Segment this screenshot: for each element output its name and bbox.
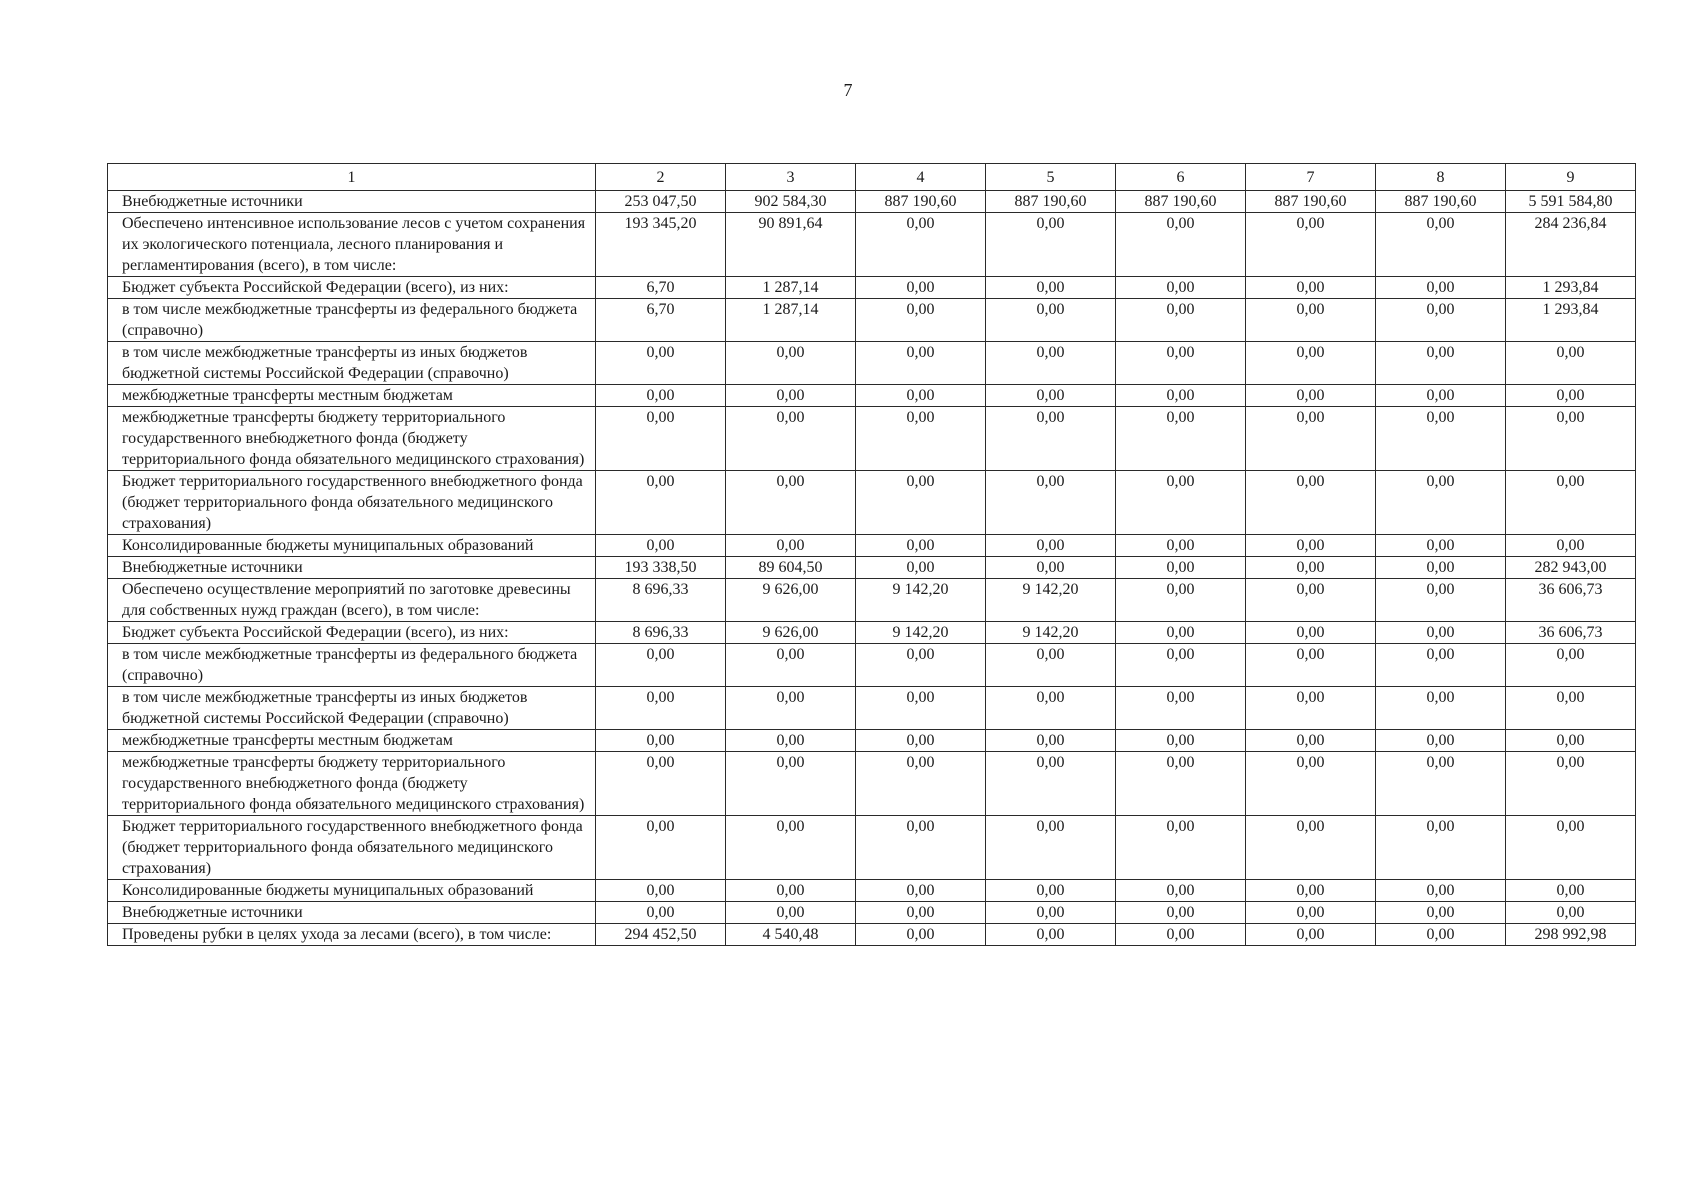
column-number-header: 3 — [726, 164, 856, 191]
value-cell: 5 591 584,80 — [1506, 191, 1636, 213]
value-cell: 0,00 — [1246, 687, 1376, 730]
row-label: межбюджетные трансферты бюджету территориального государственного внебюджетного фонда (бюджету территориального фонда обязательного медицинского страхования) — [108, 752, 596, 816]
value-cell: 0,00 — [1246, 902, 1376, 924]
value-cell: 0,00 — [856, 644, 986, 687]
row-label: в том числе межбюджетные трансферты из иных бюджетов бюджетной системы Российской Федерации (справочно) — [108, 342, 596, 385]
table-row — [108, 687, 1636, 730]
column-number-header: 4 — [856, 164, 986, 191]
table-row — [108, 557, 1636, 579]
value-cell: 0,00 — [726, 407, 856, 471]
value-cell: 193 338,50 — [596, 557, 726, 579]
value-cell: 0,00 — [1246, 407, 1376, 471]
value-cell: 0,00 — [596, 385, 726, 407]
value-cell: 6,70 — [596, 277, 726, 299]
value-cell: 0,00 — [1506, 471, 1636, 535]
row-label: Консолидированные бюджеты муниципальных образований — [108, 535, 596, 557]
value-cell: 0,00 — [1506, 687, 1636, 730]
value-cell: 0,00 — [1246, 816, 1376, 880]
value-cell: 0,00 — [1506, 535, 1636, 557]
value-cell: 90 891,64 — [726, 213, 856, 277]
value-cell: 0,00 — [1506, 752, 1636, 816]
column-number-header: 6 — [1116, 164, 1246, 191]
value-cell: 0,00 — [726, 687, 856, 730]
value-cell: 0,00 — [856, 730, 986, 752]
table-row — [108, 535, 1636, 557]
value-cell: 0,00 — [1246, 213, 1376, 277]
value-cell: 8 696,33 — [596, 622, 726, 644]
value-cell: 0,00 — [1116, 752, 1246, 816]
table-row — [108, 730, 1636, 752]
value-cell: 9 626,00 — [726, 579, 856, 622]
value-cell: 0,00 — [986, 299, 1116, 342]
value-cell: 0,00 — [1246, 752, 1376, 816]
row-label: Бюджет территориального государственного внебюджетного фонда (бюджет территориального фонда обязательного медицинского страхования) — [108, 816, 596, 880]
row-label: Внебюджетные источники — [108, 557, 596, 579]
value-cell: 0,00 — [856, 277, 986, 299]
value-cell: 0,00 — [986, 816, 1116, 880]
value-cell: 0,00 — [726, 644, 856, 687]
row-label: Бюджет территориального государственного внебюджетного фонда (бюджет территориального фонда обязательного медицинского страхования) — [108, 471, 596, 535]
value-cell: 0,00 — [596, 535, 726, 557]
value-cell: 0,00 — [1376, 535, 1506, 557]
value-cell: 0,00 — [1116, 816, 1246, 880]
row-label: Обеспечено осуществление мероприятий по заготовке древесины для собственных нужд граждан (всего), в том числе: — [108, 579, 596, 622]
table-row — [108, 299, 1636, 342]
value-cell: 0,00 — [1376, 730, 1506, 752]
value-cell: 0,00 — [596, 342, 726, 385]
value-cell: 0,00 — [596, 880, 726, 902]
budget-table — [107, 163, 1636, 946]
table-row — [108, 924, 1636, 946]
table-row — [108, 213, 1636, 277]
value-cell: 0,00 — [986, 924, 1116, 946]
value-cell: 0,00 — [1116, 579, 1246, 622]
value-cell: 0,00 — [1376, 213, 1506, 277]
value-cell: 9 142,20 — [856, 579, 986, 622]
value-cell: 0,00 — [1376, 579, 1506, 622]
value-cell: 253 047,50 — [596, 191, 726, 213]
column-number-header: 2 — [596, 164, 726, 191]
value-cell: 0,00 — [856, 471, 986, 535]
value-cell: 0,00 — [986, 342, 1116, 385]
value-cell: 0,00 — [1506, 407, 1636, 471]
value-cell: 0,00 — [596, 687, 726, 730]
column-number-header: 1 — [108, 164, 596, 191]
row-label: Бюджет субъекта Российской Федерации (всего), из них: — [108, 622, 596, 644]
value-cell: 0,00 — [1246, 299, 1376, 342]
value-cell: 0,00 — [986, 687, 1116, 730]
value-cell: 0,00 — [986, 644, 1116, 687]
row-label: Проведены рубки в целях ухода за лесами (всего), в том числе: — [108, 924, 596, 946]
value-cell: 0,00 — [726, 342, 856, 385]
value-cell: 0,00 — [1376, 342, 1506, 385]
value-cell: 0,00 — [726, 880, 856, 902]
value-cell: 0,00 — [1116, 924, 1246, 946]
value-cell: 1 293,84 — [1506, 299, 1636, 342]
value-cell: 36 606,73 — [1506, 622, 1636, 644]
value-cell: 0,00 — [1376, 385, 1506, 407]
value-cell: 0,00 — [1376, 816, 1506, 880]
value-cell: 0,00 — [986, 385, 1116, 407]
value-cell: 0,00 — [596, 471, 726, 535]
value-cell: 0,00 — [856, 213, 986, 277]
value-cell: 0,00 — [1506, 644, 1636, 687]
value-cell: 0,00 — [1376, 622, 1506, 644]
value-cell: 0,00 — [856, 880, 986, 902]
value-cell: 0,00 — [1116, 622, 1246, 644]
value-cell: 0,00 — [986, 557, 1116, 579]
value-cell: 0,00 — [1246, 535, 1376, 557]
value-cell: 0,00 — [726, 471, 856, 535]
value-cell: 0,00 — [726, 535, 856, 557]
value-cell: 0,00 — [856, 557, 986, 579]
value-cell: 0,00 — [726, 816, 856, 880]
value-cell: 887 190,60 — [856, 191, 986, 213]
value-cell: 298 992,98 — [1506, 924, 1636, 946]
value-cell: 282 943,00 — [1506, 557, 1636, 579]
value-cell: 0,00 — [856, 342, 986, 385]
table-row — [108, 385, 1636, 407]
value-cell: 0,00 — [726, 752, 856, 816]
value-cell: 0,00 — [1246, 730, 1376, 752]
value-cell: 0,00 — [1376, 687, 1506, 730]
value-cell: 0,00 — [1246, 644, 1376, 687]
value-cell: 0,00 — [1116, 880, 1246, 902]
value-cell: 0,00 — [856, 752, 986, 816]
value-cell: 284 236,84 — [1506, 213, 1636, 277]
value-cell: 0,00 — [1376, 752, 1506, 816]
table-row — [108, 579, 1636, 622]
column-number-header: 7 — [1246, 164, 1376, 191]
value-cell: 0,00 — [1376, 407, 1506, 471]
value-cell: 0,00 — [596, 407, 726, 471]
value-cell: 0,00 — [1376, 924, 1506, 946]
value-cell: 0,00 — [856, 385, 986, 407]
value-cell: 9 142,20 — [986, 579, 1116, 622]
value-cell: 0,00 — [1246, 557, 1376, 579]
table-row — [108, 471, 1636, 535]
value-cell: 4 540,48 — [726, 924, 856, 946]
value-cell: 0,00 — [1246, 880, 1376, 902]
row-label: Обеспечено интенсивное использование лесов с учетом сохранения их экологического потенциала, лесного планирования и регламентирования (всего), в том числе: — [108, 213, 596, 277]
value-cell: 0,00 — [1506, 342, 1636, 385]
table-row — [108, 622, 1636, 644]
value-cell: 0,00 — [1246, 277, 1376, 299]
value-cell: 0,00 — [1506, 730, 1636, 752]
value-cell: 0,00 — [726, 730, 856, 752]
value-cell: 0,00 — [856, 902, 986, 924]
value-cell: 0,00 — [986, 730, 1116, 752]
table-row — [108, 342, 1636, 385]
value-cell: 0,00 — [1116, 730, 1246, 752]
table-row — [108, 644, 1636, 687]
value-cell: 0,00 — [986, 277, 1116, 299]
value-cell: 0,00 — [1116, 557, 1246, 579]
value-cell: 0,00 — [1116, 535, 1246, 557]
value-cell: 0,00 — [986, 902, 1116, 924]
value-cell: 89 604,50 — [726, 557, 856, 579]
value-cell: 0,00 — [726, 902, 856, 924]
value-cell: 0,00 — [1246, 924, 1376, 946]
table-row — [108, 880, 1636, 902]
value-cell: 0,00 — [1116, 471, 1246, 535]
value-cell: 0,00 — [856, 535, 986, 557]
row-label: Консолидированные бюджеты муниципальных образований — [108, 880, 596, 902]
value-cell: 0,00 — [596, 730, 726, 752]
value-cell: 0,00 — [596, 816, 726, 880]
value-cell: 0,00 — [1116, 299, 1246, 342]
value-cell: 0,00 — [1376, 471, 1506, 535]
page-number: 7 — [843, 80, 853, 100]
value-cell: 0,00 — [986, 471, 1116, 535]
value-cell: 1 287,14 — [726, 299, 856, 342]
table-row — [108, 902, 1636, 924]
value-cell: 887 190,60 — [1116, 191, 1246, 213]
value-cell: 0,00 — [1376, 880, 1506, 902]
value-cell: 0,00 — [1116, 407, 1246, 471]
table-row — [108, 816, 1636, 880]
value-cell: 36 606,73 — [1506, 579, 1636, 622]
table-row — [108, 191, 1636, 213]
value-cell: 0,00 — [596, 902, 726, 924]
value-cell: 887 190,60 — [986, 191, 1116, 213]
table-header-row — [108, 164, 1636, 191]
row-label: межбюджетные трансферты бюджету территориального государственного внебюджетного фонда (бюджету территориального фонда обязательного медицинского страхования) — [108, 407, 596, 471]
value-cell: 887 190,60 — [1376, 191, 1506, 213]
value-cell: 902 584,30 — [726, 191, 856, 213]
value-cell: 0,00 — [1246, 622, 1376, 644]
value-cell: 294 452,50 — [596, 924, 726, 946]
value-cell: 0,00 — [986, 880, 1116, 902]
value-cell: 0,00 — [1116, 213, 1246, 277]
value-cell: 0,00 — [596, 752, 726, 816]
column-number-header: 5 — [986, 164, 1116, 191]
value-cell: 0,00 — [1246, 579, 1376, 622]
value-cell: 0,00 — [986, 752, 1116, 816]
value-cell: 0,00 — [1246, 471, 1376, 535]
value-cell: 0,00 — [1116, 277, 1246, 299]
row-label: в том числе межбюджетные трансферты из иных бюджетов бюджетной системы Российской Федерации (справочно) — [108, 687, 596, 730]
table-row — [108, 752, 1636, 816]
value-cell: 0,00 — [1376, 644, 1506, 687]
value-cell: 9 142,20 — [856, 622, 986, 644]
value-cell: 0,00 — [1376, 299, 1506, 342]
value-cell: 887 190,60 — [1246, 191, 1376, 213]
value-cell: 0,00 — [1376, 902, 1506, 924]
value-cell: 9 626,00 — [726, 622, 856, 644]
value-cell: 0,00 — [856, 816, 986, 880]
value-cell: 0,00 — [1506, 902, 1636, 924]
value-cell: 8 696,33 — [596, 579, 726, 622]
value-cell: 1 287,14 — [726, 277, 856, 299]
value-cell: 0,00 — [1376, 277, 1506, 299]
row-label: Внебюджетные источники — [108, 191, 596, 213]
value-cell: 6,70 — [596, 299, 726, 342]
value-cell: 0,00 — [856, 407, 986, 471]
value-cell: 0,00 — [1116, 385, 1246, 407]
value-cell: 0,00 — [856, 687, 986, 730]
value-cell: 9 142,20 — [986, 622, 1116, 644]
value-cell: 0,00 — [596, 644, 726, 687]
row-label: в том числе межбюджетные трансферты из федерального бюджета (справочно) — [108, 299, 596, 342]
row-label: Бюджет субъекта Российской Федерации (всего), из них: — [108, 277, 596, 299]
value-cell: 0,00 — [856, 299, 986, 342]
value-cell: 0,00 — [986, 213, 1116, 277]
value-cell: 1 293,84 — [1506, 277, 1636, 299]
table-row — [108, 407, 1636, 471]
column-number-header: 9 — [1506, 164, 1636, 191]
value-cell: 0,00 — [1116, 687, 1246, 730]
row-label: в том числе межбюджетные трансферты из федерального бюджета (справочно) — [108, 644, 596, 687]
value-cell: 0,00 — [986, 407, 1116, 471]
value-cell: 193 345,20 — [596, 213, 726, 277]
value-cell: 0,00 — [1376, 557, 1506, 579]
row-label: межбюджетные трансферты местным бюджетам — [108, 730, 596, 752]
value-cell: 0,00 — [1506, 385, 1636, 407]
value-cell: 0,00 — [726, 385, 856, 407]
table-row — [108, 277, 1636, 299]
value-cell: 0,00 — [1506, 880, 1636, 902]
value-cell: 0,00 — [1506, 816, 1636, 880]
value-cell: 0,00 — [986, 535, 1116, 557]
value-cell: 0,00 — [1246, 342, 1376, 385]
row-label: межбюджетные трансферты местным бюджетам — [108, 385, 596, 407]
value-cell: 0,00 — [856, 924, 986, 946]
row-label: Внебюджетные источники — [108, 902, 596, 924]
value-cell: 0,00 — [1116, 342, 1246, 385]
value-cell: 0,00 — [1246, 385, 1376, 407]
value-cell: 0,00 — [1116, 644, 1246, 687]
value-cell: 0,00 — [1116, 902, 1246, 924]
column-number-header: 8 — [1376, 164, 1506, 191]
